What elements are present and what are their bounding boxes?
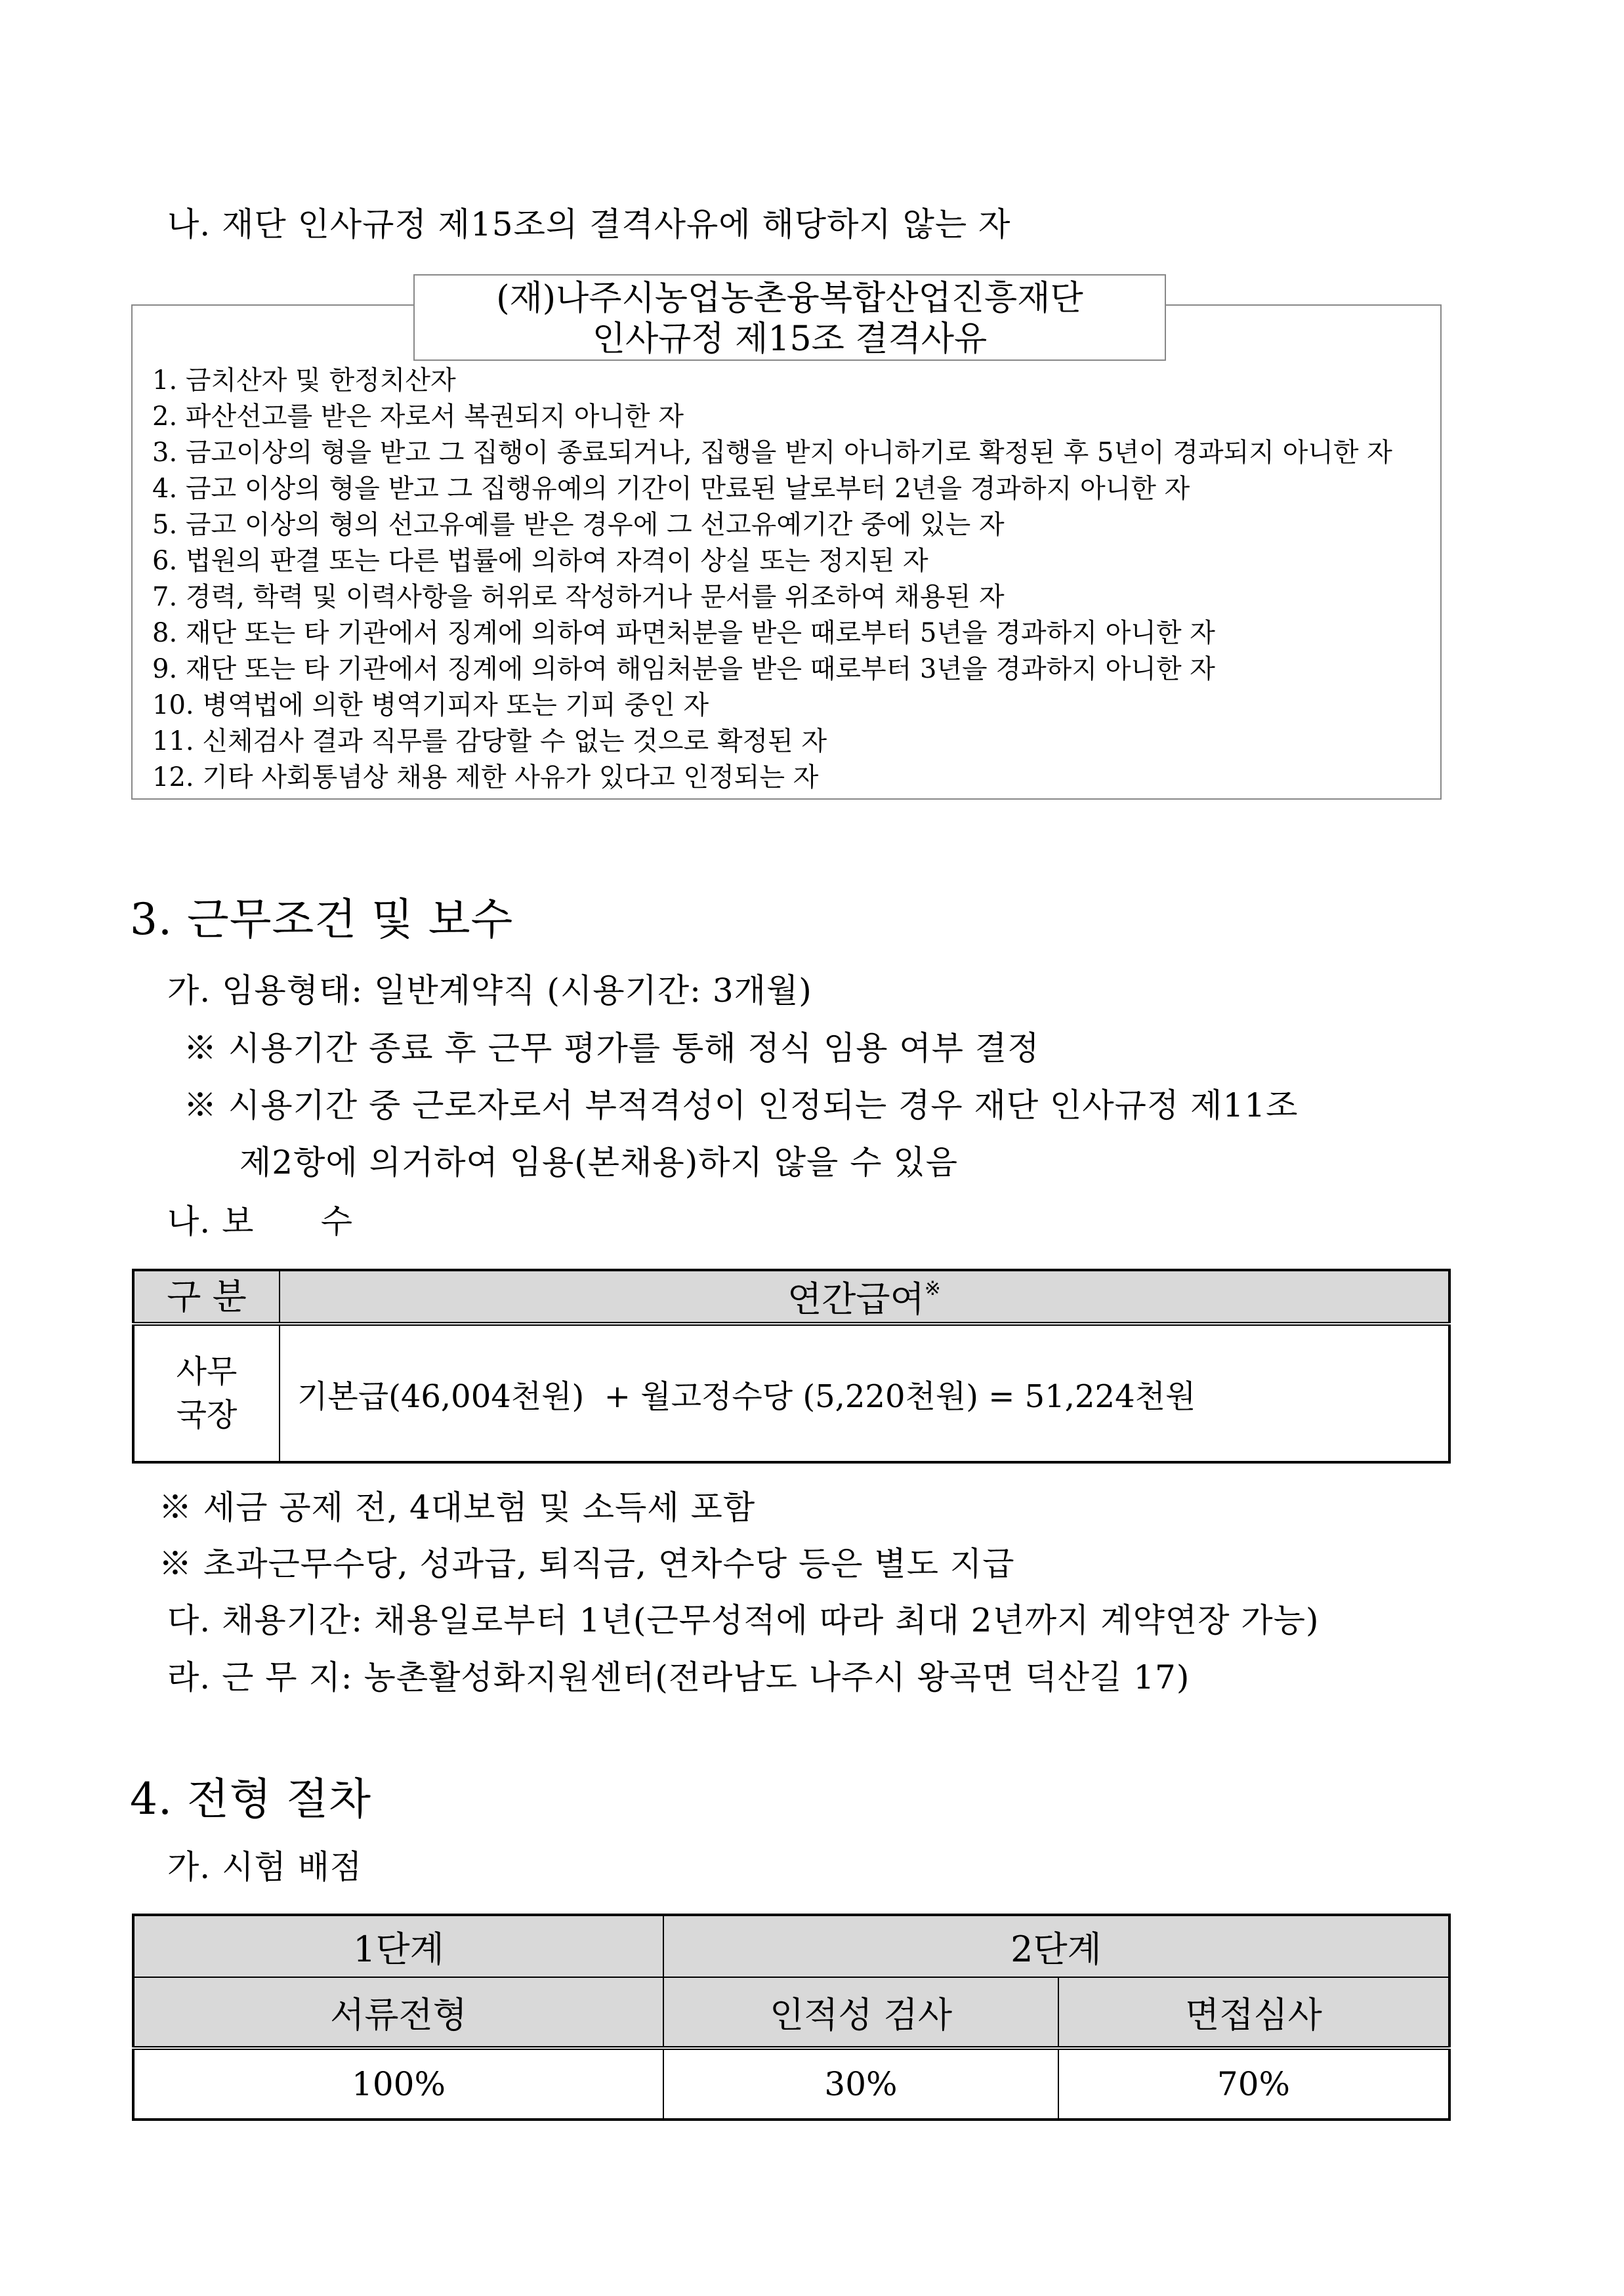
list-item: 3. 금고이상의 형을 받고 그 집행이 종료되거나, 집행을 받지 아니하기로 확정된 후 5년이 경과되지 아니한 자 bbox=[152, 438, 1392, 468]
list-item: 9. 재단 또는 타 기관에서 징계에 의하여 해임처분을 받은 때로부터 3년을 경과하지 아니한 자 bbox=[152, 654, 1215, 684]
employment-period: 다. 채용기간: 채용일로부터 1년(근무성적에 따라 최대 2년까지 계약연장 가능) bbox=[167, 1601, 1320, 1639]
section3-heading: 3. 근무조건 및 보수 bbox=[130, 894, 514, 945]
doc-review-score: 100% bbox=[133, 2048, 663, 2120]
interview-score: 70% bbox=[1058, 2048, 1449, 2120]
personality-test-header: 인적성 검사 bbox=[663, 1977, 1058, 2048]
list-item: 5. 금고 이상의 형의 선고유예를 받은 경우에 그 선고유예기간 중에 있는 자 bbox=[152, 510, 1005, 540]
list-item: 7. 경력, 학력 및 이력사항을 허위로 작성하거나 문서를 위조하여 채용된 자 bbox=[152, 582, 1005, 612]
stage2-header: 2단계 bbox=[663, 1915, 1449, 1977]
table-row bbox=[133, 2048, 1449, 2120]
salary-row-label bbox=[133, 1324, 280, 1462]
exam-score-subheading: 가. 시험 배점 bbox=[167, 1848, 363, 1886]
salary-header-annual bbox=[280, 1270, 1449, 1324]
salary-row-label-line1: 사무 bbox=[176, 1353, 238, 1390]
salary-table bbox=[132, 1269, 1451, 1464]
disqualification-list bbox=[152, 363, 1392, 796]
list-item: 12. 기타 사회통념상 채용 제한 사유가 있다고 인정되는 자 bbox=[152, 762, 819, 792]
probation-note-1: ※ 시용기간 종료 후 근무 평가를 통해 정식 임용 여부 결정 bbox=[184, 1029, 1040, 1067]
tax-note-1: ※ 세금 공제 전, 4대보험 및 소득세 포함 bbox=[159, 1488, 756, 1527]
list-item: 4. 금고 이상의 형을 받고 그 집행유예의 기간이 만료된 날로부터 2년을 경과하지 아니한 자 bbox=[152, 474, 1190, 504]
table-row bbox=[133, 1977, 1449, 2048]
interview-header: 면접심사 bbox=[1058, 1977, 1449, 2048]
table-row bbox=[133, 1270, 1449, 1324]
box-title-line2: 인사규정 제15조 결격사유 bbox=[592, 319, 988, 359]
disqualification-box-title bbox=[413, 274, 1166, 361]
box-title-line1: (재)나주시농업농촌융복합산업진흥재단 bbox=[496, 279, 1083, 318]
list-item: 8. 재단 또는 타 기관에서 징계에 의하여 파면처분을 받은 때로부터 5년을 경과하지 아니한 자 bbox=[152, 618, 1215, 648]
pay-label: 나. 보 수 bbox=[167, 1202, 354, 1240]
probation-note-2-line1: ※ 시용기간 중 근로자로서 부적격성이 인정되는 경우 재단 인사규정 제11조 bbox=[184, 1086, 1299, 1124]
salary-row-label-line2: 국장 bbox=[176, 1397, 238, 1433]
score-table bbox=[132, 1914, 1451, 2121]
list-item: 11. 신체검사 결과 직무를 감당할 수 없는 것으로 확정된 자 bbox=[152, 726, 827, 756]
work-location: 라. 근 무 지: 농촌활성화지원센터(전라남도 나주시 왕곡면 덕산길 17) bbox=[167, 1658, 1190, 1696]
salary-row-value: 기본급(46,004천원) + 월고정수당 (5,220천원) = 51,224천원 bbox=[280, 1324, 1449, 1462]
item-na-disqualification: 나. 재단 인사규정 제15조의 결격사유에 해당하지 않는 자 bbox=[167, 205, 1011, 243]
list-item: 6. 법원의 판결 또는 다른 법률에 의하여 자격이 상실 또는 정지된 자 bbox=[152, 546, 928, 576]
personality-test-score: 30% bbox=[663, 2048, 1058, 2120]
table-row bbox=[133, 1915, 1449, 1977]
list-item: 2. 파산선고를 받은 자로서 복권되지 아니한 자 bbox=[152, 401, 684, 432]
table-row bbox=[133, 1324, 1449, 1462]
salary-header-annual-label: 연간급여 bbox=[787, 1279, 925, 1320]
section4-heading: 4. 전형 절차 bbox=[130, 1774, 371, 1824]
list-item: 1. 금치산자 및 한정치산자 bbox=[152, 365, 456, 396]
salary-header-mark: ※ bbox=[924, 1277, 941, 1300]
probation-note-2-line2: 제2항에 의거하여 임용(본채용)하지 않을 수 있음 bbox=[239, 1143, 958, 1181]
list-item: 10. 병역법에 의한 병역기피자 또는 기피 중인 자 bbox=[152, 690, 709, 720]
tax-note-2: ※ 초과근무수당, 성과급, 퇴직금, 연차수당 등은 별도 지급 bbox=[159, 1545, 1015, 1583]
employment-type: 가. 임용형태: 일반계약직 (시용기간: 3개월) bbox=[167, 972, 812, 1010]
stage1-header: 1단계 bbox=[133, 1915, 663, 1977]
doc-review-header: 서류전형 bbox=[133, 1977, 663, 2048]
salary-header-category: 구 분 bbox=[133, 1270, 280, 1324]
